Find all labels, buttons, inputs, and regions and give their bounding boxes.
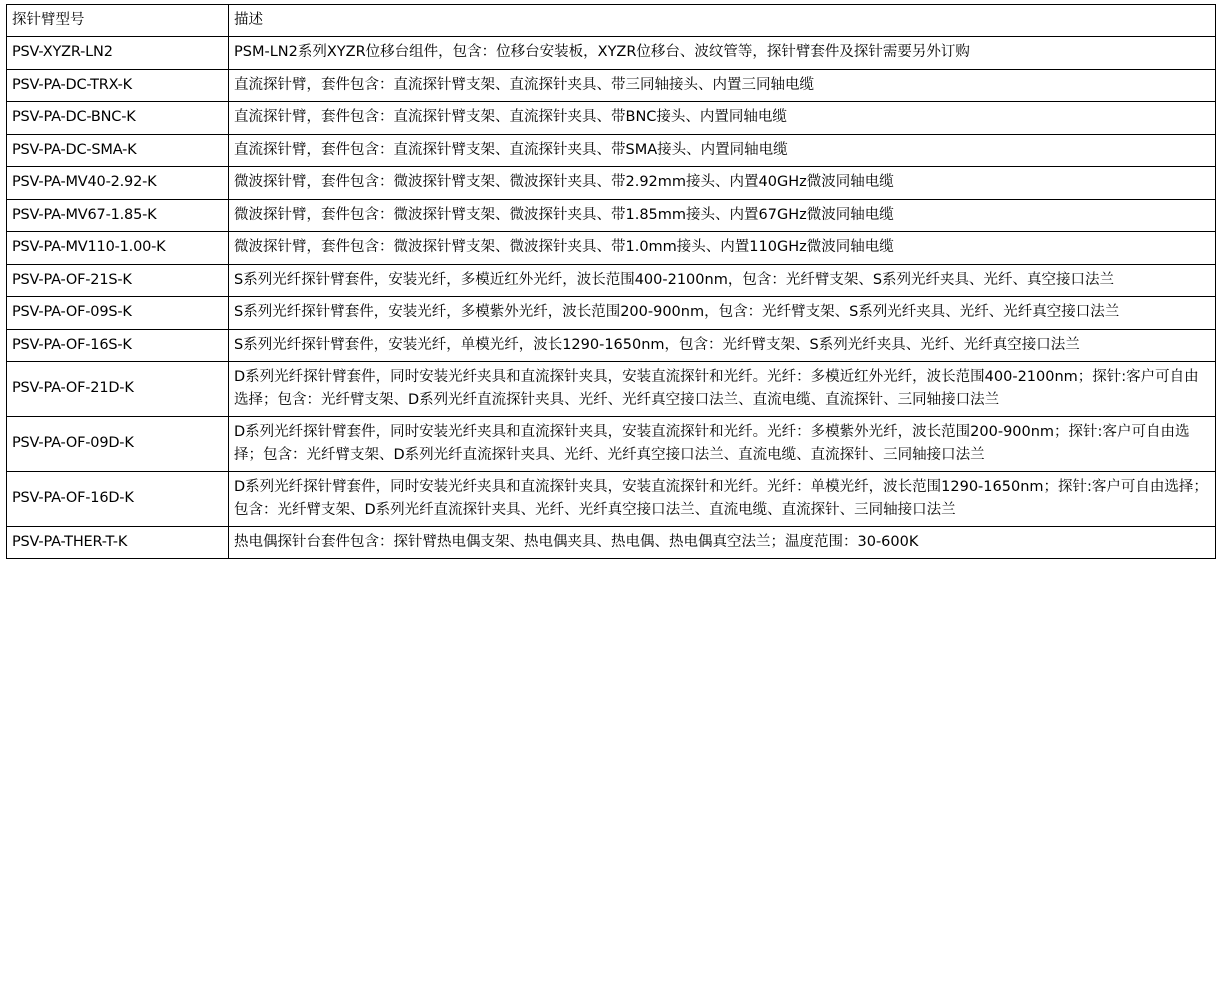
cell-description: D系列光纤探针臂套件，同时安装光纤夹具和直流探针夹具，安装直流探针和光纤。光纤：多模紫外光纤，波长范围200-900nm；探针:客户可自由选择；包含：光纤臂支架、D系列光纤直流探针夹具、光纤、光纤真空接口法兰、直流电缆、直流探针、三同轴接口法兰	[229, 417, 1216, 472]
cell-model: PSV-PA-DC-BNC-K	[7, 102, 229, 134]
table-row	[7, 362, 1216, 417]
table-row	[7, 134, 1216, 166]
cell-description: 微波探针臂，套件包含：微波探针臂支架、微波探针夹具、带1.0mm接头、内置110GHz微波同轴电缆	[229, 232, 1216, 264]
cell-description: D系列光纤探针臂套件，同时安装光纤夹具和直流探针夹具，安装直流探针和光纤。光纤：单模光纤，波长范围1290-1650nm；探针:客户可自由选择；包含：光纤臂支架、D系列光纤直流探针夹具、光纤、光纤真空接口法兰、直流电缆、直流探针、三同轴接口法兰	[229, 472, 1216, 527]
cell-description: PSM-LN2系列XYZR位移台组件，包含：位移台安装板，XYZR位移台、波纹管等，探针臂套件及探针需要另外订购	[229, 37, 1216, 69]
cell-description: 直流探针臂，套件包含：直流探针臂支架、直流探针夹具、带BNC接头、内置同轴电缆	[229, 102, 1216, 134]
column-header-description: 描述	[229, 5, 1216, 37]
table-header-row	[7, 5, 1216, 37]
cell-model: PSV-XYZR-LN2	[7, 37, 229, 69]
cell-model: PSV-PA-THER-T-K	[7, 526, 229, 558]
cell-model: PSV-PA-DC-SMA-K	[7, 134, 229, 166]
table-row	[7, 102, 1216, 134]
cell-description: 直流探针臂，套件包含：直流探针臂支架、直流探针夹具、带SMA接头、内置同轴电缆	[229, 134, 1216, 166]
cell-description: D系列光纤探针臂套件，同时安装光纤夹具和直流探针夹具，安装直流探针和光纤。光纤：多模近红外光纤，波长范围400-2100nm；探针:客户可自由选择；包含：光纤臂支架、D系列光纤直流探针夹具、光纤、光纤真空接口法兰、直流电缆、直流探针、三同轴接口法兰	[229, 362, 1216, 417]
cell-description: S系列光纤探针臂套件，安装光纤，多模紫外光纤，波长范围200-900nm，包含：光纤臂支架、S系列光纤夹具、光纤、光纤真空接口法兰	[229, 297, 1216, 329]
cell-model: PSV-PA-MV67-1.85-K	[7, 199, 229, 231]
cell-model: PSV-PA-OF-09S-K	[7, 297, 229, 329]
table-row	[7, 297, 1216, 329]
table-row	[7, 526, 1216, 558]
cell-model: PSV-PA-MV40-2.92-K	[7, 167, 229, 199]
table-row	[7, 199, 1216, 231]
cell-description: 微波探针臂，套件包含：微波探针臂支架、微波探针夹具、带2.92mm接头、内置40GHz微波同轴电缆	[229, 167, 1216, 199]
table-row	[7, 472, 1216, 527]
table-row	[7, 264, 1216, 296]
table-row	[7, 417, 1216, 472]
table-row	[7, 329, 1216, 361]
probe-arm-spec-table	[6, 4, 1216, 559]
table-row	[7, 69, 1216, 101]
cell-description: S系列光纤探针臂套件，安装光纤，多模近红外光纤，波长范围400-2100nm，包含：光纤臂支架、S系列光纤夹具、光纤、真空接口法兰	[229, 264, 1216, 296]
column-header-model: 探针臂型号	[7, 5, 229, 37]
cell-model: PSV-PA-OF-16S-K	[7, 329, 229, 361]
cell-model: PSV-PA-OF-21S-K	[7, 264, 229, 296]
table-row	[7, 37, 1216, 69]
cell-description: S系列光纤探针臂套件，安装光纤，单模光纤，波长1290-1650nm，包含：光纤臂支架、S系列光纤夹具、光纤、光纤真空接口法兰	[229, 329, 1216, 361]
cell-model: PSV-PA-OF-21D-K	[7, 362, 229, 417]
cell-description: 直流探针臂，套件包含：直流探针臂支架、直流探针夹具、带三同轴接头、内置三同轴电缆	[229, 69, 1216, 101]
cell-model: PSV-PA-MV110-1.00-K	[7, 232, 229, 264]
table-row	[7, 232, 1216, 264]
table-row	[7, 167, 1216, 199]
cell-description: 热电偶探针台套件包含：探针臂热电偶支架、热电偶夹具、热电偶、热电偶真空法兰；温度范围：30-600K	[229, 526, 1216, 558]
cell-description: 微波探针臂，套件包含：微波探针臂支架、微波探针夹具、带1.85mm接头、内置67GHz微波同轴电缆	[229, 199, 1216, 231]
cell-model: PSV-PA-OF-16D-K	[7, 472, 229, 527]
cell-model: PSV-PA-DC-TRX-K	[7, 69, 229, 101]
cell-model: PSV-PA-OF-09D-K	[7, 417, 229, 472]
